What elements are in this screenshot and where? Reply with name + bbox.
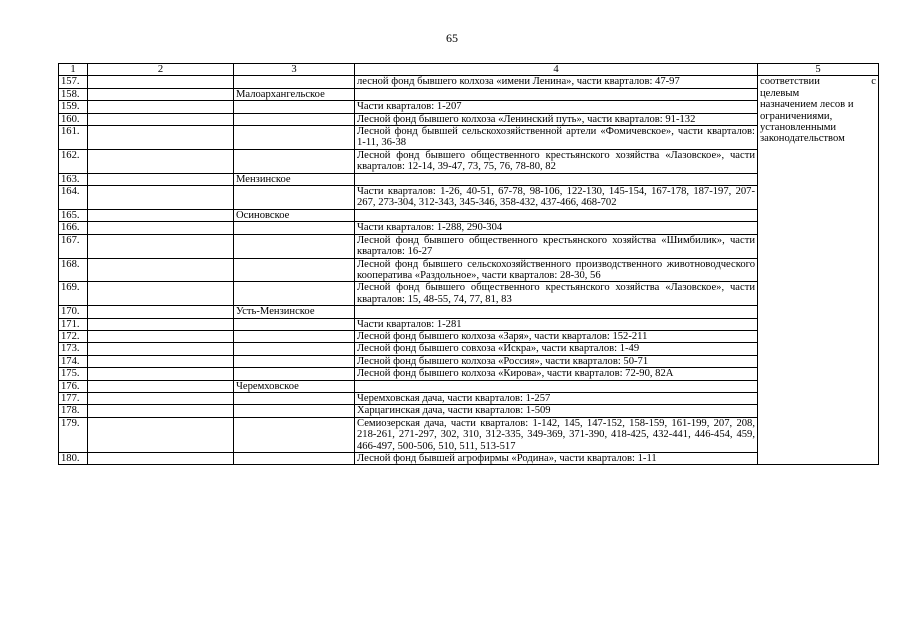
table-row (59, 368, 879, 380)
row-number-cell: 180. (59, 453, 88, 465)
table-row (59, 88, 879, 100)
column-2-cell (88, 113, 234, 125)
forest-fund-description-cell: Лесной фонд бывшего совхоза «Искра», части кварталов: 1-49 (355, 343, 758, 355)
table-row (59, 113, 879, 125)
forest-fund-description-cell: Части кварталов: 1-207 (355, 101, 758, 113)
header-cell-4: 4 (355, 64, 758, 76)
header-row (59, 64, 879, 76)
row-number-cell: 173. (59, 343, 88, 355)
forest-fund-description-cell: Части кварталов: 1-288, 290-304 (355, 222, 758, 234)
column-2-cell (88, 417, 234, 452)
row-number-cell: 160. (59, 113, 88, 125)
table-row (59, 186, 879, 210)
column-2-cell (88, 76, 234, 88)
table-row (59, 282, 879, 306)
forest-fund-description-cell: Части кварталов: 1-281 (355, 318, 758, 330)
forest-fund-description-cell: Лесной фонд бывшего общественного крестьянского хозяйства «Лазовское», части кварталов: 15, 48-55, 74, 77, 81, 83 (355, 282, 758, 306)
table-row (59, 209, 879, 221)
district-cell: Усть-Мензинское (234, 306, 355, 318)
district-cell (234, 258, 355, 282)
column-2-cell (88, 405, 234, 417)
row-number-cell: 166. (59, 222, 88, 234)
table-row (59, 318, 879, 330)
forest-fund-description-cell: Черемховская дача, части кварталов: 1-257 (355, 392, 758, 404)
row-number-cell: 171. (59, 318, 88, 330)
table-row (59, 380, 879, 392)
forest-fund-description-cell: Лесной фонд бывшего колхоза «Заря», части кварталов: 152-211 (355, 330, 758, 342)
purpose-line: ограничениями, (760, 110, 833, 122)
table-row (59, 392, 879, 404)
header-cell-2: 2 (88, 64, 234, 76)
district-cell (234, 453, 355, 465)
table-row (59, 126, 879, 150)
row-number-cell: 167. (59, 234, 88, 258)
district-cell (234, 417, 355, 452)
district-cell: Мензинское (234, 173, 355, 185)
district-cell (234, 343, 355, 355)
forest-fund-description-cell: Лесной фонд бывшего колхоза «Ленинский путь», части кварталов: 91-132 (355, 113, 758, 125)
row-number-cell: 172. (59, 330, 88, 342)
forest-fund-description-cell: Лесной фонд бывшего сельскохозяйственного производственного животноводческого кооператива «Раздольное», части кварталов: 28-30, 56 (355, 258, 758, 282)
purpose-line: назначением лесов и (760, 99, 854, 111)
forest-fund-description-cell: Лесной фонд бывшего колхоза «Кирова», части кварталов: 72-90, 82А (355, 368, 758, 380)
column-2-cell (88, 306, 234, 318)
table-row (59, 330, 879, 342)
purpose-text (758, 76, 878, 144)
header-cell-5: 5 (758, 64, 879, 76)
forest-fund-description-cell: Лесной фонд бывшего общественного крестьянского хозяйства «Лазовское», части кварталов: 12-14, 39-47, 73, 75, 76, 78-80, 82 (355, 149, 758, 173)
district-cell (234, 318, 355, 330)
district-cell (234, 222, 355, 234)
header-cell-3: 3 (234, 64, 355, 76)
column-2-cell (88, 453, 234, 465)
column-2-cell (88, 392, 234, 404)
column-2-cell (88, 318, 234, 330)
forest-fund-description-cell: Лесной фонд бывшей сельскохозяйственной артели «Фомичевское», части кварталов: 1-11, 36-38 (355, 126, 758, 150)
forest-fund-description-cell: Харцагинская дача, части кварталов: 1-509 (355, 405, 758, 417)
forest-fund-table (58, 63, 879, 465)
forest-fund-description-cell (355, 88, 758, 100)
district-cell (234, 392, 355, 404)
row-number-cell: 161. (59, 126, 88, 150)
row-number-cell: 158. (59, 88, 88, 100)
forest-fund-description-cell: лесной фонд бывшего колхоза «имени Ленина», части кварталов: 47-97 (355, 76, 758, 88)
district-cell (234, 405, 355, 417)
column-2-cell (88, 368, 234, 380)
header-cell-1: 1 (59, 64, 88, 76)
forest-fund-description-cell (355, 173, 758, 185)
column-2-cell (88, 234, 234, 258)
purpose-cell (758, 76, 879, 465)
row-number-cell: 175. (59, 368, 88, 380)
table-row (59, 149, 879, 173)
row-number-cell: 178. (59, 405, 88, 417)
forest-fund-description-cell: Лесной фонд бывшей агрофирмы «Родина», части кварталов: 1-11 (355, 453, 758, 465)
column-2-cell (88, 186, 234, 210)
table-row (59, 355, 879, 367)
column-2-cell (88, 173, 234, 185)
district-cell (234, 282, 355, 306)
row-number-cell: 179. (59, 417, 88, 452)
row-number-cell: 164. (59, 186, 88, 210)
row-number-cell: 170. (59, 306, 88, 318)
district-cell (234, 101, 355, 113)
table-row (59, 101, 879, 113)
table-row (59, 405, 879, 417)
row-number-cell: 169. (59, 282, 88, 306)
table-row (59, 173, 879, 185)
table-body (59, 64, 879, 465)
column-2-cell (88, 101, 234, 113)
forest-fund-description-cell (355, 380, 758, 392)
table-row (59, 453, 879, 465)
district-cell (234, 186, 355, 210)
column-2-cell (88, 149, 234, 173)
forest-fund-description-cell: Части кварталов: 1-26, 40-51, 67-78, 98-106, 122-130, 145-154, 167-178, 187-197, 207- 267, 273-304, 312-343, 345-346, 358-432, 437-466, 468-702 (355, 186, 758, 210)
row-number-cell: 174. (59, 355, 88, 367)
district-cell: Черемховское (234, 380, 355, 392)
column-2-cell (88, 282, 234, 306)
forest-fund-description-cell (355, 306, 758, 318)
column-2-cell (88, 258, 234, 282)
forest-fund-description-cell: Семиозерская дача, части кварталов: 1-142, 145, 147-152, 158-159, 161-199, 207, 208, 218-261, 271-297, 302, 310, 312-335, 349-369, 371-390, 418-425, 432-441, 446-454, 459, 466-497, 500-506, 510, 511, 513-517 (355, 417, 758, 452)
purpose-line: установленными (760, 122, 837, 134)
row-number-cell: 165. (59, 209, 88, 221)
table-row (59, 76, 879, 88)
district-cell (234, 149, 355, 173)
district-cell (234, 330, 355, 342)
table-row (59, 343, 879, 355)
district-cell (234, 355, 355, 367)
district-cell (234, 126, 355, 150)
column-2-cell (88, 222, 234, 234)
column-2-cell (88, 343, 234, 355)
district-cell (234, 76, 355, 88)
table-row (59, 258, 879, 282)
row-number-cell: 168. (59, 258, 88, 282)
purpose-line: соответствии с (760, 76, 876, 88)
column-2-cell (88, 209, 234, 221)
table-row (59, 222, 879, 234)
column-2-cell (88, 355, 234, 367)
column-2-cell (88, 88, 234, 100)
row-number-cell: 159. (59, 101, 88, 113)
district-cell (234, 234, 355, 258)
row-number-cell: 163. (59, 173, 88, 185)
district-cell (234, 113, 355, 125)
district-cell: Осиновское (234, 209, 355, 221)
purpose-line: целевым (760, 87, 800, 99)
district-cell: Малоархангельское (234, 88, 355, 100)
table-row (59, 306, 879, 318)
district-cell (234, 368, 355, 380)
row-number-cell: 157. (59, 76, 88, 88)
row-number-cell: 162. (59, 149, 88, 173)
page-number: 65 (446, 31, 458, 45)
column-2-cell (88, 126, 234, 150)
table-row (59, 234, 879, 258)
row-number-cell: 176. (59, 380, 88, 392)
column-2-cell (88, 330, 234, 342)
table-row (59, 417, 879, 452)
purpose-line: законодательством (760, 133, 845, 145)
forest-fund-description-cell (355, 209, 758, 221)
forest-fund-description-cell: Лесной фонд бывшего общественного крестьянского хозяйства «Шимбилик», части кварталов: 16-27 (355, 234, 758, 258)
row-number-cell: 177. (59, 392, 88, 404)
forest-fund-description-cell: Лесной фонд бывшего колхоза «Россия», части кварталов: 50-71 (355, 355, 758, 367)
column-2-cell (88, 380, 234, 392)
